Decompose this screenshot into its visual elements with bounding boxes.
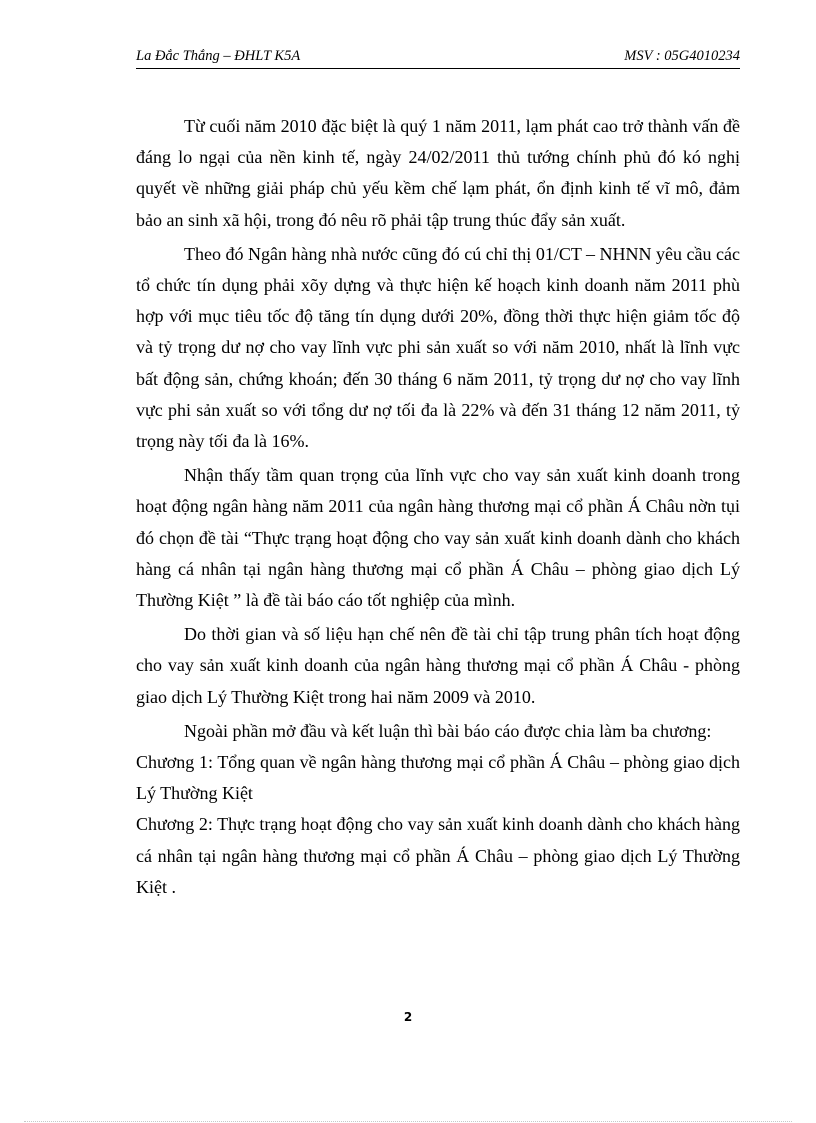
document-body	[136, 111, 740, 903]
paragraph-topic: Nhận thấy tầm quan trọng của lĩnh vực cho vay sản xuất kinh doanh trong hoạt động ngân hàng năm 2011 của ngân hàng thương mại cổ phần Á Châu nờn tụi đó chọn đề tài “Thực trạng hoạt động cho vay sản xuất kinh doanh dành cho khách hàng cá nhân tại ngân hàng thương mại cổ phần Á Châu – phòng giao dịch Lý Thường Kiệt ” là đề tài báo cáo tốt nghiệp của mình.	[136, 465, 740, 611]
page-header	[136, 46, 740, 69]
paragraph-structure: Ngoài phần mở đầu và kết luận thì bài báo cáo được chia làm ba chương:	[184, 720, 712, 741]
page-bottom-divider	[24, 1121, 792, 1122]
header-author: La Đắc Thắng – ĐHLT K5A	[136, 48, 301, 64]
header-student-id: MSV : 05G4010234	[624, 48, 740, 64]
paragraph-directive: Theo đó Ngân hàng nhà nước cũng đó cú chỉ thị 01/CT – NHNN yêu cầu các tổ chức tín dụng phải xõy dựng và thực hiện kế hoạch kinh doanh năm 2011 phù hợp với mục tiêu tốc độ tăng tín dụng dưới 20%, đồng thời thực hiện giảm tốc độ và tỷ trọng dư nợ cho vay lĩnh vực phi sản xuất so với năm 2010, nhất là lĩnh vực bất động sản, chứng khoán; đến 30 tháng 6 năm 2011, tỷ trọng dư nợ cho vay lĩnh vực phi sản xuất so với tổng dư nợ tối đa là 22% và đến 31 tháng 12 năm 2011, tỷ trọng này tối đa là 16%.	[136, 243, 740, 452]
chapter-2: Chương 2: Thực trạng hoạt động cho vay sản xuất kinh doanh dành cho khách hàng cá nhân tại ngân hàng thương mại cổ phần Á Châu – phòng giao dịch Lý Thường Kiệt .	[136, 814, 740, 897]
page-number: 2	[403, 1010, 413, 1024]
paragraph-inflation: Từ cuối năm 2010 đặc biệt là quý 1 năm 2011, lạm phát cao trở thành vấn đề đáng lo ngại của nền kinh tế, ngày 24/02/2011 thủ tướng chính phủ đó kó nghị quyết về những giải pháp chủ yếu kềm chế lạm phát, ổn định kinh tế vĩ mô, đảm bảo an sinh xã hội, trong đó nêu rõ phải tập trung thúc đẩy sản xuất.	[136, 116, 740, 230]
paragraph-scope: Do thời gian và số liệu hạn chế nên đề tài chỉ tập trung phân tích hoạt động cho vay sản xuất kinh doanh của ngân hàng thương mại cổ phần Á Châu - phòng giao dịch Lý Thường Kiệt trong hai năm 2009 và 2010.	[136, 624, 740, 707]
chapter-1: Chương 1: Tổng quan về ngân hàng thương mại cổ phần Á Châu – phòng giao dịch Lý Thường Kiệt	[136, 752, 740, 804]
